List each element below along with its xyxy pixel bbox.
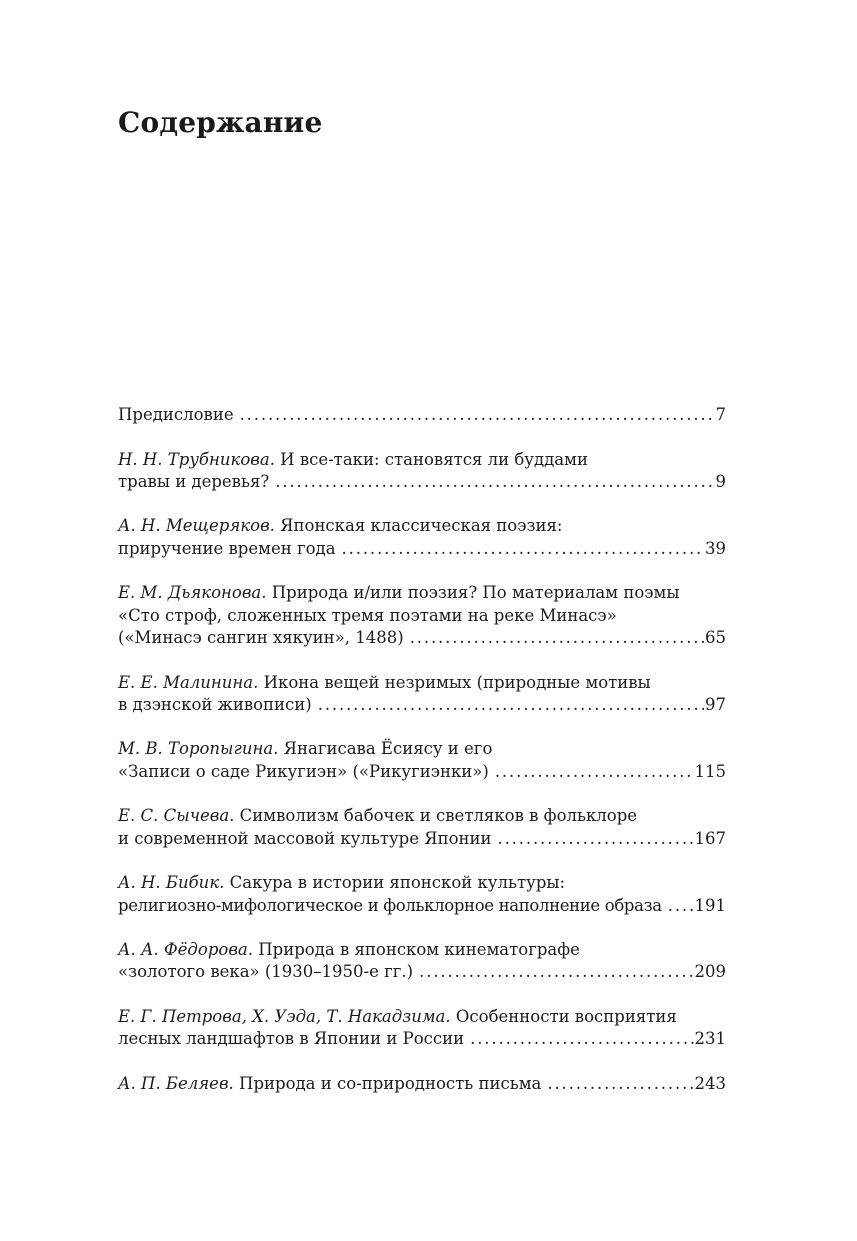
toc-entry <box>118 738 726 783</box>
entry-title: Икона вещей незримых (природные мотивы <box>258 672 651 692</box>
entry-title: И все-таки: становятся ли буддами <box>274 449 588 469</box>
page-number: 39 <box>705 538 726 558</box>
toc-entry-line <box>118 694 726 716</box>
page-number: 243 <box>694 1073 726 1093</box>
dot-leader <box>410 627 704 649</box>
toc-entry-line <box>118 404 726 426</box>
toc-entry-line <box>118 1073 726 1095</box>
toc-entry <box>118 449 726 494</box>
entry-title: «золотого века» (1930–1950-е гг.) <box>118 962 414 982</box>
toc-entry-line <box>118 872 726 894</box>
toc-entry-line <box>118 1006 726 1028</box>
entry-title: в дзэнской живописи) <box>118 694 312 714</box>
entry-title: Природа и со-природность письма <box>233 1073 542 1093</box>
toc-entry <box>118 805 726 850</box>
entry-title: «Записи о саде Рикугиэн» («Рикугиэнки») <box>118 761 489 781</box>
entry-title: Природа в японском кинематографе <box>253 940 580 960</box>
dot-leader <box>419 961 693 983</box>
toc-entry-line <box>118 471 726 493</box>
dot-leader <box>547 1073 693 1095</box>
page-number: 7 <box>715 405 726 424</box>
entry-title: и современной массовой культуре Японии <box>118 828 492 848</box>
entry-title: Природа и/или поэзия? По материалам поэмы <box>266 583 680 603</box>
entry-title: Предисловие <box>118 405 234 424</box>
page-number: 97 <box>705 694 726 714</box>
toc-entry-line <box>118 449 726 471</box>
toc-entry <box>118 582 726 649</box>
entry-author: Е. Г. Петрова, Х. Уэда, Т. Накадзима. <box>118 1007 451 1027</box>
entry-title: религиозно-мифологическое и фольклорное наполнение образа <box>118 895 662 915</box>
toc-entry-line <box>118 582 726 604</box>
page-number: 167 <box>694 828 726 848</box>
page-number: 209 <box>694 962 726 982</box>
toc-entry <box>118 872 726 917</box>
toc-entry-line <box>118 1028 726 1050</box>
dot-leader <box>498 828 694 850</box>
page-number: 65 <box>705 627 726 647</box>
toc-entry <box>118 515 726 560</box>
toc-entry-line <box>118 828 726 850</box>
page-number: 231 <box>694 1029 726 1049</box>
toc-entry-line <box>118 805 726 827</box>
entry-title: Символизм бабочек и светляков в фольклоре <box>234 806 638 826</box>
page-title: Содержание <box>118 106 323 139</box>
page-number: 9 <box>715 471 726 491</box>
entry-author: А. П. Беляев. <box>118 1073 234 1093</box>
toc-entry-line <box>118 738 726 760</box>
toc-entry-line <box>118 627 726 649</box>
entry-title: «Сто строф, сложенных тремя поэтами на реке Минасэ» <box>118 605 617 625</box>
toc-entry-line <box>118 538 726 560</box>
entry-title: приручение времен года <box>118 538 336 558</box>
entry-author: Е. Е. Малинина. <box>118 672 259 692</box>
page-number: 115 <box>694 761 726 781</box>
entry-author: А. А. Фёдорова. <box>118 940 254 960</box>
entry-author: А. Н. Бибик. <box>118 873 225 893</box>
entry-title: Янагисава Ёсиясу и его <box>278 739 493 759</box>
toc-entry <box>118 1073 726 1095</box>
toc-entry-line <box>118 605 726 627</box>
toc-entry <box>118 939 726 984</box>
toc-entry-line <box>118 761 726 783</box>
toc-entry-line <box>118 895 726 917</box>
dot-leader <box>470 1028 693 1050</box>
entry-title: Сакура в истории японской культуры: <box>224 873 566 893</box>
dot-leader <box>275 471 714 493</box>
entry-author: М. В. Торопыгина. <box>118 739 279 759</box>
dot-leader <box>240 404 715 426</box>
dot-leader <box>495 761 694 783</box>
entry-title: Особенности восприятия <box>450 1007 677 1027</box>
toc-entry <box>118 672 726 717</box>
entry-author: А. Н. Мещеряков. <box>118 516 275 536</box>
toc-entry-line <box>118 939 726 961</box>
page-number: 191 <box>694 895 726 915</box>
dot-leader <box>668 895 694 917</box>
toc-entry-line <box>118 672 726 694</box>
entry-author: Е. С. Сычева. <box>118 806 235 826</box>
toc-entry-line <box>118 961 726 983</box>
toc-entry-line <box>118 515 726 537</box>
entry-author: Н. Н. Трубникова. <box>118 449 275 469</box>
table-of-contents <box>118 404 726 1118</box>
dot-leader <box>318 694 704 716</box>
toc-entry <box>118 1006 726 1051</box>
dot-leader <box>342 538 704 560</box>
toc-entry <box>118 404 726 426</box>
entry-title: Японская классическая поэзия: <box>274 516 563 536</box>
entry-title: лесных ландшафтов в Японии и России <box>118 1029 465 1049</box>
entry-author: Е. М. Дьяконова. <box>118 583 267 603</box>
entry-title: («Минасэ сангин хякуин», 1488) <box>118 627 404 647</box>
entry-title: травы и деревья? <box>118 471 270 491</box>
